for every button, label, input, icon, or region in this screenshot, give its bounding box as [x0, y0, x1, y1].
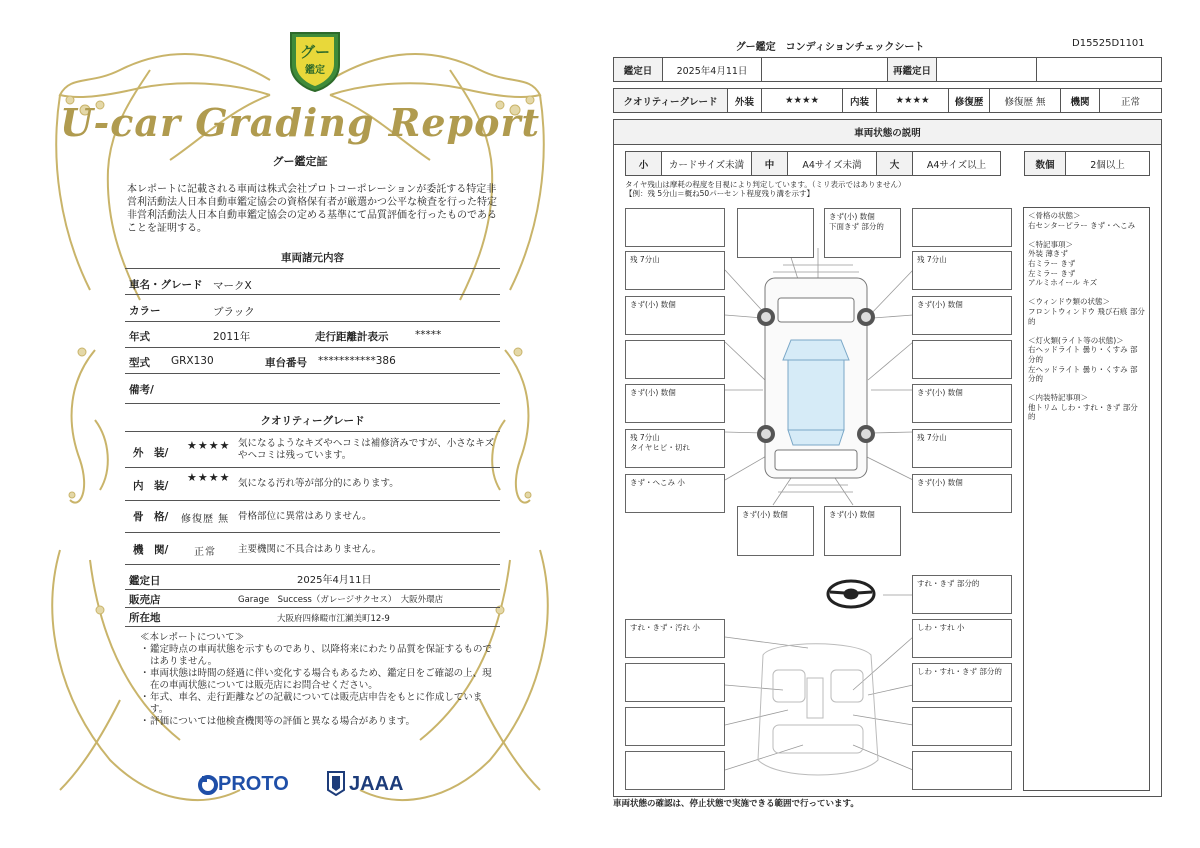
spec-name-label: 車名・グレード — [129, 279, 203, 291]
goo-kantei-badge-logo — [287, 31, 343, 93]
note-box — [625, 208, 725, 247]
certificate-title: U-car Grading Report — [59, 100, 541, 145]
special-note-line: 他トリム しわ・すれ・きず 部分的 — [1028, 402, 1138, 422]
steering-wheel-icon — [828, 581, 874, 607]
sheet-ext-label: 外装 — [727, 88, 762, 113]
special-note-line: ＜ウィンドウ類の状態＞ — [1028, 297, 1111, 307]
note-box-right-6: きず(小) 数個 — [912, 474, 1012, 513]
note-box-left-2: きず(小) 数個 — [625, 296, 725, 335]
jaaa-logo: JAAA — [349, 773, 404, 795]
certificate-subtitle: グー鑑定証 — [272, 155, 328, 168]
sheet-reinspect-value — [936, 57, 1037, 82]
proto-logo-icon — [198, 774, 218, 796]
grade-frame-label: 骨 格/ — [133, 511, 169, 523]
special-note-line: 外装 薄きず — [1028, 249, 1068, 259]
special-note-line: アルミホイール キズ — [1028, 278, 1098, 288]
spec-remarks-label: 備考/ — [129, 384, 154, 396]
special-note-line: 左ヘッドライト 曇り・くすみ 部分的 — [1028, 364, 1138, 384]
grade-interior-desc: 気になる汚れ等が部分的にあります。 — [238, 478, 399, 489]
spec-year-value: 2011年 — [213, 331, 251, 343]
note-box-left-6: きず・へこみ 小 — [625, 474, 725, 513]
grade-exterior-label: 外 装/ — [133, 447, 169, 459]
special-note-line: ＜骨格の状態＞ — [1028, 211, 1081, 220]
note-item: ・ 車両状態は時間の経過に伴い変化する場合もあるため、鑑定日をご確認の上、現在の車両状態については販売店にお問合せください。 — [140, 668, 492, 691]
note-box — [912, 751, 1012, 790]
grade-row-interior — [125, 468, 500, 501]
sheet-date-value: 2025年4月11日 — [662, 57, 762, 82]
note-box-bottom-2: きず(小) 数個 — [824, 506, 901, 556]
note-box-left-5: 残 7分山 タイヤヒビ・切れ — [625, 429, 725, 468]
note-item: ・ 鑑定時点の車両状態を示すものであり、以降将来にわたり品質を保証するものではありません。 — [140, 644, 493, 667]
sheet-engine-label: 機関 — [1060, 88, 1100, 113]
grade-interior-label: 内 装/ — [133, 480, 169, 492]
spec-chassis-label: 車台番号 — [265, 357, 307, 369]
count-desc: 2個以上 — [1065, 151, 1150, 176]
sheet-repair-value: 修復歴 無 — [989, 88, 1061, 113]
spec-row-model — [125, 348, 500, 374]
special-note-line — [1028, 230, 1145, 240]
grade-engine-value: 正常 — [194, 547, 216, 558]
size-large-label: 大 — [876, 151, 913, 176]
shop-row — [125, 590, 500, 608]
sheet-empty-cell — [761, 57, 888, 82]
note-box-interior-right-1: しわ・すれ 小 — [912, 619, 1012, 658]
notes-title: ≪本レポートについて≫ — [140, 632, 245, 643]
note-box-left-4: きず(小) 数個 — [625, 384, 725, 423]
spec-heading: 車両諸元内容 — [281, 252, 344, 264]
note-box — [625, 751, 725, 790]
grade-exterior-stars: ★★★★ — [187, 439, 231, 452]
grade-heading: クオリティーグレード — [260, 415, 365, 427]
date-label: 鑑定日 — [129, 575, 161, 587]
spec-color-value: ブラック — [213, 306, 255, 318]
note-box-steering: すれ・きず 部分的 — [912, 575, 1012, 614]
spec-chassis-value: ***********386 — [318, 355, 396, 367]
sheet-code: D15525D1101 — [1072, 38, 1145, 49]
grade-row-frame — [125, 501, 500, 533]
address-value: 大阪府四條畷市江瀬美町12-9 — [277, 614, 390, 624]
note-item: ・ 年式、車名、走行距離などの記載については販売店申告をもとに作成しています。 — [140, 692, 483, 715]
jaaa-logo-icon — [326, 770, 346, 796]
sheet-footer-note: 車両状態の確認は、停止状態で実施できる範囲で行っています。 — [613, 799, 859, 809]
spec-model-value: GRX130 — [171, 355, 214, 367]
note-box — [625, 340, 725, 379]
spec-year-label: 年式 — [129, 331, 150, 343]
special-note-line — [1028, 288, 1145, 298]
address-row — [125, 608, 500, 627]
note-box — [737, 208, 814, 258]
date-value: 2025年4月11日 — [297, 575, 372, 586]
grade-interior-stars: ★★★★ — [187, 471, 231, 484]
address-label: 所在地 — [129, 612, 161, 624]
note-box-top-center: きず(小) 数個 下面きず 部分的 — [824, 208, 901, 258]
special-note-line: 左ミラー きず — [1028, 268, 1076, 278]
shop-label: 販売店 — [129, 594, 161, 606]
note-item: ・ 評価については他検査機関等の評価と異なる場合があります。 — [140, 716, 416, 727]
size-small-label: 小 — [625, 151, 662, 176]
report-notes — [140, 632, 500, 728]
special-note-line: ＜灯火類(ライト等の状態)＞ — [1028, 335, 1124, 345]
proto-logo: PROTO — [218, 773, 289, 795]
grade-row-engine — [125, 533, 500, 565]
spec-row-name — [125, 269, 500, 295]
svg-text:鑑定: 鑑定 — [305, 65, 325, 76]
spec-row-color — [125, 295, 500, 322]
tire-note-2: 【例：残 5分山＝概ね50パーセント程度残り溝を示す】 — [625, 189, 815, 198]
note-box-interior-left-1: すれ・きず・汚れ 小 — [625, 619, 725, 658]
note-box — [912, 340, 1012, 379]
special-note-line: ＜特記事項＞ — [1028, 239, 1073, 249]
note-box — [912, 707, 1012, 746]
size-small-desc: カードサイズ未満 — [661, 151, 752, 176]
special-note-line — [1028, 384, 1145, 394]
count-label: 数個 — [1024, 151, 1066, 176]
size-mid-desc: A4サイズ未満 — [787, 151, 877, 176]
note-box — [625, 663, 725, 702]
grade-row-exterior — [125, 432, 500, 468]
spec-row-year — [125, 322, 500, 348]
note-box-left-1: 残 7分山 — [625, 251, 725, 290]
sheet-repair-label: 修復歴 — [948, 88, 990, 113]
note-box-right-2: きず(小) 数個 — [912, 296, 1012, 335]
grade-frame-value: 修復歴 無 — [181, 514, 230, 525]
sheet-int-value: ★★★★ — [876, 88, 949, 113]
sheet-qg-label: クオリティーグレード — [613, 88, 728, 113]
date-row — [125, 565, 500, 590]
svg-text:グー: グー — [299, 43, 331, 61]
sheet-date-label: 鑑定日 — [613, 57, 663, 82]
tire-note-1: タイヤ残山は摩耗の程度を目視により判定しています。（ミリ表示ではありません） — [625, 180, 906, 189]
sheet-ext-value: ★★★★ — [761, 88, 843, 113]
special-note-line: 右センターピラー きず・へこみ — [1028, 220, 1136, 230]
special-note-line — [1028, 326, 1145, 336]
shop-value: Garage Success（ガレージサクセス） 大阪外環店 — [238, 595, 444, 605]
grade-engine-label: 機 関/ — [133, 544, 169, 556]
note-box-right-4: きず(小) 数個 — [912, 384, 1012, 423]
grade-exterior-desc: 気になるようなキズやヘコミは補修済みですが、小さなキズやヘコミは残っています。 — [238, 438, 495, 461]
note-box — [912, 208, 1012, 247]
note-box-right-1: 残 7分山 — [912, 251, 1012, 290]
note-box — [625, 707, 725, 746]
note-box-bottom-1: きず(小) 数個 — [737, 506, 814, 556]
size-mid-label: 中 — [751, 151, 788, 176]
state-heading: 車両状態の説明 — [613, 119, 1162, 145]
sheet-reinspect-label: 再鑑定日 — [887, 57, 937, 82]
sheet-int-label: 内装 — [842, 88, 877, 113]
spec-mileage-value: ***** — [415, 329, 442, 341]
sheet-engine-value: 正常 — [1099, 88, 1162, 113]
grade-frame-desc: 骨格部位に異常はありません。 — [238, 511, 372, 522]
special-note-line: ＜内装特記事項＞ — [1028, 393, 1088, 403]
sheet-title: グー鑑定 コンディションチェックシート — [735, 42, 925, 53]
special-note-line: 右ミラー きず — [1028, 258, 1076, 268]
sheet-empty-cell — [1036, 57, 1162, 82]
spec-mileage-label: 走行距離計表示 — [315, 331, 389, 343]
spec-model-label: 型式 — [129, 357, 150, 369]
spec-row-remarks — [125, 374, 500, 404]
spec-name-value: マークX — [213, 280, 252, 292]
spec-color-label: カラー — [129, 305, 161, 317]
special-note-line: 右ヘッドライト 曇り・くすみ 部分的 — [1028, 345, 1138, 364]
grade-engine-desc: 主要機関に不具合はありません。 — [238, 544, 382, 555]
certificate-intro: 本レポートに記載される車両は株式会社プロトコーポレーションが委託する特定非営利活動法人日本自動車鑑定協会の資格保有者が厳選かつ公平な検査を行った特定非営利活動法人日本自動車鑑定協会の定める基準にて品質評価を行ったものであることを証明する。 — [127, 184, 497, 234]
note-box-interior-right-2: しわ・すれ・きず 部分的 — [912, 663, 1012, 702]
special-notes-panel — [1023, 207, 1150, 791]
note-box-right-5: 残 7分山 — [912, 429, 1012, 468]
special-note-line: フロントウィンドウ 飛び石痕 部分的 — [1028, 306, 1145, 326]
size-large-desc: A4サイズ以上 — [912, 151, 1001, 176]
